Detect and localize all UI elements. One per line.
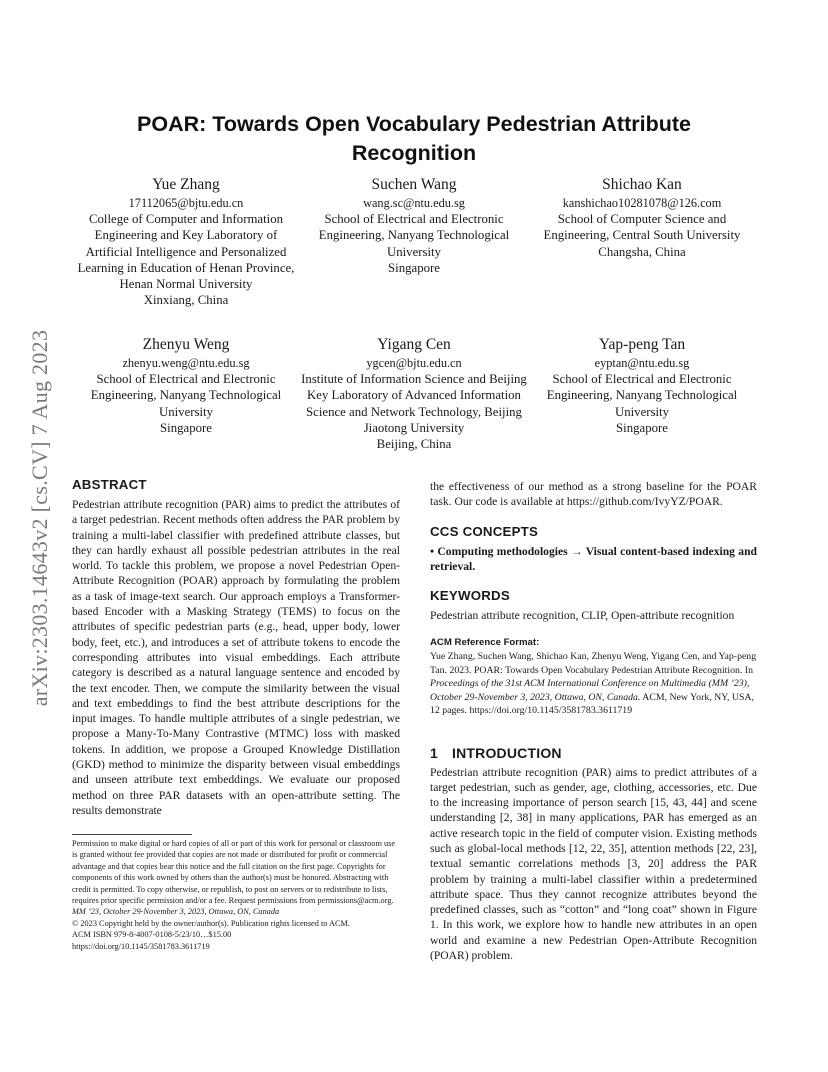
right-column xyxy=(430,479,757,963)
author-location: Beijing, China xyxy=(376,437,452,452)
author-name: Suchen Wang xyxy=(371,176,457,193)
abstract-continuation: the effectiveness of our method as a strong baseline for the POAR task. Our code is available at https://github.com/IvyYZ/POAR. xyxy=(430,480,757,509)
author-location: Changsha, China xyxy=(598,244,686,259)
acm-reference-authors: Yue Zhang, Suchen Wang, Shichao Kan, Zhenyu Weng, Yigang Cen, and Yap-peng Tan. 2023. POAR: Towards Open Vocabulary Pedestrian Attribute Recognition. In xyxy=(430,651,757,676)
author-affiliation: College of Computer and Information Engineering and Key Laboratory of Artificial Intelligence and Personalized Learning in Education of Henan Province, Henan Normal University xyxy=(77,212,295,292)
acm-reference-proceedings: Proceedings of the 31st ACM International Conference on Multimedia (MM ’23), October 29-November 3, 2023, Ottawa, ON, Canada. xyxy=(430,678,750,703)
author-location: Singapore xyxy=(616,420,668,435)
author-email[interactable]: zhenyu.weng@ntu.edu.sg xyxy=(122,356,250,370)
abstract-heading: ABSTRACT xyxy=(72,477,147,492)
author-name: Yigang Cen xyxy=(377,336,451,353)
isbn-line: ACM ISBN 979-8-4007-0108-5/23/10…$15.00 xyxy=(72,930,232,940)
introduction-title: INTRODUCTION xyxy=(452,744,562,761)
author-email[interactable]: wang.sc@ntu.edu.sg xyxy=(363,196,465,210)
arxiv-stamp-text: arXiv:2303.14643v2 [cs.CV] 7 Aug 2023 xyxy=(27,329,52,707)
author-email[interactable]: eyptan@ntu.edu.sg xyxy=(594,356,690,370)
copyright-line: © 2023 Copyright held by the owner/author(s). Publication rights licensed to ACM. xyxy=(72,918,350,928)
author-affiliation: School of Electrical and Electronic Engineering, Nanyang Technological University xyxy=(90,372,282,419)
author-affiliation: School of Electrical and Electronic Engineering, Nanyang Technological University xyxy=(318,212,510,259)
author-name: Yap-peng Tan xyxy=(598,336,686,353)
author-email[interactable]: kanshichao10281078@126.com xyxy=(562,196,722,210)
footnote-divider xyxy=(72,834,192,835)
acm-reference-text xyxy=(430,650,757,717)
author-name: Shichao Kan xyxy=(602,176,682,193)
ccs-concept-item: • Computing methodologies → Visual content-based indexing and retrieval. xyxy=(430,544,757,573)
author-affiliation: Institute of Information Science and Beijing Key Laboratory of Advanced Information Science and Network Technology, Beijing Jiaotong University xyxy=(301,372,527,435)
author-email[interactable]: ygcen@bjtu.edu.cn xyxy=(366,356,462,370)
section-number: 1 xyxy=(430,744,438,761)
acm-reference-label: ACM Reference Format: xyxy=(430,637,540,649)
copyright-footnote xyxy=(72,838,400,952)
permission-notice: Permission to make digital or hard copies of all or part of this work for personal or classroom use is granted without fee provided that copies are not made or distributed for profit or commercial advantage and that copies bear this notice and the full citation on the first page. Copyrights for components of this work owned by others than the author(s) must be honored. Abstracting with credit is permitted. To copy otherwise, or republish, to post on servers or to redistribute to lists, requires prior specific permission and/or a fee. Request permissions from permissions@acm.org. xyxy=(72,839,396,906)
doi-link[interactable]: https://doi.org/10.1145/3581783.3611719 xyxy=(72,941,210,951)
introduction-text: Pedestrian attribute recognition (PAR) aims to predict attributes of a target pedestrian, such as gender, age, clothing, accessories, etc. Due to the increasing importance of person search [15, 43, 44] and scene understanding [2, 38] in many applications, PAR has emerged as an active research topic in the field of computer vision. Existing methods such as global-local methods [12, 22, 35], attention methods [22, 23], textual semantic correlations methods [3, 20] address the PAR problem by training a multi-label classifier within a predetermined attribute space. Thus they cannot recognize attributes beyond the predefined classes, such as “cotton” and “long coat” shown in Figure 1. In this work, we explore how to handle new attributes in an open world and examine a new Pedestrian Open-Attribute Recognition (POAR) problem. xyxy=(430,765,757,963)
introduction-heading xyxy=(430,745,757,761)
author-location: Xinxiang, China xyxy=(143,293,229,308)
author-location: Singapore xyxy=(160,420,212,435)
abstract-text: Pedestrian attribute recognition (PAR) aims to predict the attributes of a target pedestrian. Recent methods often address the PAR problem by training a multi-label classifier with predefined attribute classes, but they can hardly exhaust all possible pedestrian attributes in the real world. To tackle this problem, we propose a novel Pedestrian Open-Attribute Recognition (POAR) approach by formulating the problem as a task of image-text search. Our approach employs a Transformer-based Encoder with a Masking Strategy (TEMS) to focus on the attributes of specific pedestrian parts (e.g., head, upper body, lower body, feet, etc.), and introduces a set of attribute tokens to encode the corresponding attributes into visual embeddings. Each attribute category is described as a natural language sentence and encoded by the text encoder. Then, we compute the similarity between the visual and text embeddings to find the best attribute descriptions for the input images. To handle multiple attributes of a single pedestrian, we propose a Many-To-Many Contrastive (MTMC) loss with masked tokens. In addition, we propose a Grouped Knowledge Distillation (GKD) method to minimize the disparity between visual embeddings and unseen attribute text embeddings. We evaluate our proposed method on three PAR datasets with an open-attribute setting. The results demonstrate xyxy=(72,498,400,817)
keywords-heading: KEYWORDS xyxy=(430,588,510,604)
author-email[interactable]: 17112065@bjtu.edu.cn xyxy=(128,196,244,210)
paper-title: POAR: Towards Open Vocabulary Pedestrian Attribute Recognition xyxy=(137,112,691,165)
author-card xyxy=(72,335,300,452)
conference-line: MM ’23, October 29-November 3, 2023, Ottawa, ON, Canada xyxy=(72,907,280,917)
keywords-text: Pedestrian attribute recognition, CLIP, Open-attribute recognition xyxy=(430,609,735,623)
author-location: Singapore xyxy=(388,260,440,275)
acm-reference-tail: ACM, New York, NY, USA, 12 pages. https://doi.org/10.1145/3581783.3611719 xyxy=(430,691,754,717)
author-card xyxy=(528,175,756,308)
author-block-row-1 xyxy=(72,175,756,308)
author-name: Yue Zhang xyxy=(152,176,220,193)
author-card xyxy=(300,175,528,308)
author-card xyxy=(528,335,756,452)
author-card xyxy=(300,335,528,452)
arxiv-side-stamp xyxy=(22,288,58,748)
author-block-row-2 xyxy=(72,335,756,452)
author-card xyxy=(72,175,300,308)
author-affiliation: School of Computer Science and Engineering, Central South University xyxy=(543,212,741,243)
acm-reference-block xyxy=(430,636,757,717)
author-affiliation: School of Electrical and Electronic Engineering, Nanyang Technological University xyxy=(546,372,738,419)
author-name: Zhenyu Weng xyxy=(142,336,230,353)
ccs-heading: CCS CONCEPTS xyxy=(430,523,539,539)
left-column xyxy=(72,477,400,818)
